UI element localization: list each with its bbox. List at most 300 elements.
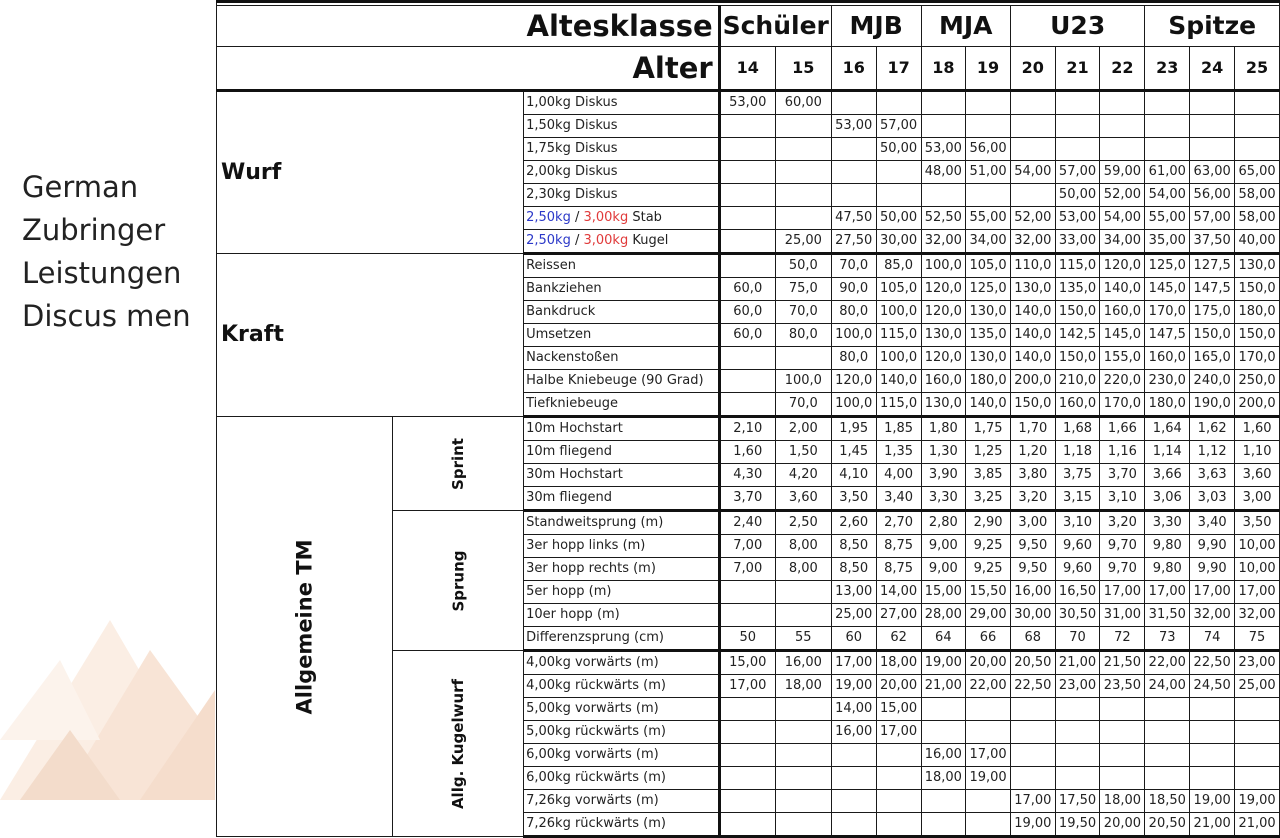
value-cell: 2,60 [831,511,876,535]
value-cell [1235,767,1280,790]
value-cell: 9,50 [1011,535,1056,558]
value-cell: 15,00 [876,698,921,721]
value-cell: 3,60 [775,487,831,511]
value-cell: 2,50 [775,511,831,535]
subgroup-label [392,417,523,511]
value-cell: 2,00 [775,417,831,441]
value-cell [1145,115,1190,138]
value-cell: 3,06 [1145,487,1190,511]
value-cell [775,581,831,604]
class-header-0: Schüler [719,6,831,47]
value-cell [1145,138,1190,161]
value-cell [876,91,921,115]
value-cell [1055,721,1100,744]
value-cell: 3,50 [1235,511,1280,535]
value-cell [1145,744,1190,767]
value-cell [719,790,775,813]
value-cell: 125,0 [966,278,1011,301]
value-cell: 170,0 [1235,347,1280,370]
value-cell: 59,00 [1100,161,1145,184]
value-cell: 1,12 [1190,441,1235,464]
value-cell: 33,00 [1055,230,1100,254]
value-cell: 16,00 [831,721,876,744]
value-cell [831,790,876,813]
value-cell: 21,00 [1190,813,1235,837]
weight-adult: 3,00kg [583,233,629,248]
value-cell [1190,721,1235,744]
value-cell [1190,91,1235,115]
value-cell [831,91,876,115]
value-cell: 3,63 [1190,464,1235,487]
value-cell: 3,20 [1011,487,1056,511]
value-cell: 165,0 [1190,347,1235,370]
value-cell: 35,00 [1145,230,1190,254]
value-cell: 20,50 [1011,651,1056,675]
value-cell: 17,00 [1100,581,1145,604]
value-cell: 3,70 [1100,464,1145,487]
value-cell: 48,00 [921,161,966,184]
value-cell [921,184,966,207]
value-cell: 30,00 [876,230,921,254]
value-cell: 3,66 [1145,464,1190,487]
value-cell: 18,00 [921,767,966,790]
value-cell [1190,698,1235,721]
discipline-label [524,230,720,254]
value-cell: 60 [831,627,876,651]
value-cell: 10,00 [1235,535,1280,558]
value-cell: 120,0 [1100,254,1145,278]
value-cell [775,813,831,837]
value-cell: 19,00 [1190,790,1235,813]
value-cell: 21,50 [1100,651,1145,675]
value-cell: 210,0 [1055,370,1100,393]
value-cell: 28,00 [921,604,966,627]
value-cell: 3,30 [921,487,966,511]
value-cell: 145,0 [1100,324,1145,347]
value-cell [719,767,775,790]
discipline-label: 7,26kg rückwärts (m) [524,813,720,837]
value-cell: 53,00 [831,115,876,138]
value-cell: 17,00 [719,675,775,698]
age-cell: 25 [1235,47,1280,91]
value-cell: 53,00 [921,138,966,161]
value-cell [876,744,921,767]
value-cell: 2,10 [719,417,775,441]
value-cell: 3,30 [1145,511,1190,535]
value-cell [1011,721,1056,744]
value-cell: 110,0 [1011,254,1056,278]
value-cell [1190,767,1235,790]
value-cell: 3,75 [1055,464,1100,487]
value-cell: 160,0 [1145,347,1190,370]
value-cell [1055,698,1100,721]
caption-line-3: Leistungen [22,256,182,290]
value-cell [1100,115,1145,138]
value-cell [775,184,831,207]
age-cell: 24 [1190,47,1235,91]
value-cell: 19,00 [921,651,966,675]
value-cell: 3,10 [1100,487,1145,511]
value-cell [876,813,921,837]
value-cell: 1,25 [966,441,1011,464]
value-cell [719,698,775,721]
value-cell: 180,0 [1145,393,1190,417]
value-cell: 175,0 [1190,301,1235,324]
age-cell: 23 [1145,47,1190,91]
value-cell: 147,5 [1145,324,1190,347]
value-cell: 135,0 [1055,278,1100,301]
value-cell [966,91,1011,115]
weight-youth: 2,50kg [526,233,571,248]
value-cell: 25,00 [831,604,876,627]
value-cell: 53,00 [1055,207,1100,230]
value-cell: 120,0 [831,370,876,393]
value-cell: 29,00 [966,604,1011,627]
value-cell: 3,60 [1235,464,1280,487]
value-cell [1190,138,1235,161]
value-cell: 20,50 [1145,813,1190,837]
value-cell: 3,70 [719,487,775,511]
value-cell: 1,30 [921,441,966,464]
value-cell: 73 [1145,627,1190,651]
value-cell: 130,0 [1011,278,1056,301]
value-cell: 15,00 [719,651,775,675]
value-cell: 160,0 [921,370,966,393]
value-cell: 180,0 [1235,301,1280,324]
value-cell: 160,0 [1055,393,1100,417]
value-cell [966,184,1011,207]
value-cell: 1,85 [876,417,921,441]
value-cell: 9,90 [1190,535,1235,558]
age-cell: 15 [775,47,831,91]
value-cell: 9,80 [1145,558,1190,581]
discipline-label: Umsetzen [524,324,720,347]
value-cell: 14,00 [876,581,921,604]
value-cell [719,393,775,417]
discipline-label: Tiefkniebeuge [524,393,720,417]
value-cell [719,721,775,744]
subgroup-label [392,651,523,837]
value-cell: 80,0 [831,301,876,324]
value-cell [775,698,831,721]
value-cell [1011,698,1056,721]
value-cell: 7,00 [719,558,775,581]
value-cell: 8,50 [831,535,876,558]
value-cell [719,581,775,604]
value-cell: 50,00 [876,207,921,230]
value-cell: 1,60 [1235,417,1280,441]
value-cell: 3,15 [1055,487,1100,511]
caption-line-2: Zubringer [22,213,166,247]
value-cell: 47,50 [831,207,876,230]
value-cell: 32,00 [1190,604,1235,627]
value-cell [1145,698,1190,721]
discipline-label: 3er hopp rechts (m) [524,558,720,581]
caption-line-1: German [22,170,139,204]
value-cell: 1,35 [876,441,921,464]
value-cell [775,790,831,813]
value-cell [719,370,775,393]
weight-separator: / [570,210,584,225]
value-cell: 100,0 [831,393,876,417]
value-cell [1055,767,1100,790]
value-cell [831,767,876,790]
value-cell: 66 [966,627,1011,651]
value-cell: 24,00 [1145,675,1190,698]
value-cell [775,207,831,230]
value-cell: 74 [1190,627,1235,651]
value-cell [921,790,966,813]
value-cell: 17,00 [1145,581,1190,604]
value-cell: 60,00 [775,91,831,115]
slide-caption [22,166,212,338]
value-cell: 1,70 [1011,417,1056,441]
value-cell: 70,0 [831,254,876,278]
class-header-4: Spitze [1145,6,1280,47]
value-cell [1055,115,1100,138]
value-cell [1011,91,1056,115]
value-cell: 100,0 [831,324,876,347]
value-cell: 20,00 [966,651,1011,675]
value-cell: 55,00 [1145,207,1190,230]
value-cell: 18,00 [775,675,831,698]
value-cell: 9,80 [1145,535,1190,558]
value-cell: 60,0 [719,324,775,347]
value-cell: 30,50 [1055,604,1100,627]
value-cell: 18,00 [1100,790,1145,813]
value-cell: 60,0 [719,278,775,301]
value-cell [775,604,831,627]
value-cell: 17,00 [1235,581,1280,604]
value-cell: 7,00 [719,535,775,558]
value-cell [1190,744,1235,767]
performance-table [216,0,1280,838]
value-cell: 1,50 [775,441,831,464]
value-cell: 190,0 [1190,393,1235,417]
value-cell: 18,50 [1145,790,1190,813]
discipline-label: 10m Hochstart [524,417,720,441]
value-cell: 22,50 [1011,675,1056,698]
class-header-1: MJB [831,6,921,47]
value-cell: 54,00 [1145,184,1190,207]
value-cell: 22,50 [1190,651,1235,675]
value-cell: 170,0 [1145,301,1190,324]
value-cell: 3,20 [1100,511,1145,535]
value-cell: 1,14 [1145,441,1190,464]
weight-youth: 2,50kg [526,210,571,225]
value-cell: 57,00 [1055,161,1100,184]
value-cell [966,790,1011,813]
value-cell: 130,0 [921,393,966,417]
discipline-label: Standweitsprung (m) [524,511,720,535]
value-cell [1011,184,1056,207]
value-cell: 3,50 [831,487,876,511]
value-cell: 17,50 [1055,790,1100,813]
value-cell: 9,90 [1190,558,1235,581]
discipline-label: 1,00kg Diskus [524,91,720,115]
value-cell [719,138,775,161]
discipline-label: Bankdruck [524,301,720,324]
value-cell: 23,00 [1235,651,1280,675]
value-cell: 4,30 [719,464,775,487]
value-cell: 19,00 [966,767,1011,790]
value-cell: 53,00 [719,91,775,115]
value-cell: 34,00 [966,230,1011,254]
value-cell [775,721,831,744]
value-cell: 85,0 [876,254,921,278]
value-cell [775,161,831,184]
value-cell [775,744,831,767]
value-cell: 170,0 [1100,393,1145,417]
value-cell [876,161,921,184]
value-cell: 2,70 [876,511,921,535]
value-cell: 115,0 [1055,254,1100,278]
value-cell: 3,80 [1011,464,1056,487]
value-cell [1235,138,1280,161]
value-cell: 130,0 [966,347,1011,370]
value-cell: 75,0 [775,278,831,301]
value-cell: 90,0 [831,278,876,301]
discipline-label: Differenzsprung (cm) [524,627,720,651]
value-cell [1100,721,1145,744]
value-cell: 21,00 [921,675,966,698]
discipline-label: Nackenstoßen [524,347,720,370]
value-cell: 140,0 [1011,347,1056,370]
value-cell [1235,721,1280,744]
value-cell: 70 [1055,627,1100,651]
class-header-3: U23 [1011,6,1145,47]
value-cell: 63,00 [1190,161,1235,184]
value-cell [1055,744,1100,767]
value-cell: 23,50 [1100,675,1145,698]
value-cell: 52,00 [1100,184,1145,207]
value-cell: 3,10 [1055,511,1100,535]
value-cell: 125,0 [1145,254,1190,278]
age-cell: 16 [831,47,876,91]
class-header-2: MJA [921,6,1010,47]
value-cell [921,698,966,721]
value-cell [876,184,921,207]
discipline-label: 7,26kg vorwärts (m) [524,790,720,813]
value-cell: 200,0 [1235,393,1280,417]
value-cell: 17,00 [966,744,1011,767]
value-cell [775,138,831,161]
value-cell [775,347,831,370]
value-cell [719,813,775,837]
value-cell [1100,91,1145,115]
age-header: Alter [217,47,720,91]
value-cell: 75 [1235,627,1280,651]
value-cell: 2,40 [719,511,775,535]
value-cell: 50 [719,627,775,651]
value-cell: 9,00 [921,558,966,581]
value-cell [921,721,966,744]
group-label-allgemeine-tm [217,417,393,837]
discipline-label: 4,00kg vorwärts (m) [524,651,720,675]
value-cell: 120,0 [921,347,966,370]
value-cell: 140,0 [1100,278,1145,301]
value-cell: 130,0 [1235,254,1280,278]
value-cell: 3,40 [876,487,921,511]
value-cell [719,115,775,138]
discipline-label: 2,00kg Diskus [524,161,720,184]
value-cell: 9,00 [921,535,966,558]
value-cell: 100,0 [876,301,921,324]
value-cell: 1,75 [966,417,1011,441]
value-cell [719,207,775,230]
value-cell: 57,00 [1190,207,1235,230]
value-cell: 1,45 [831,441,876,464]
value-cell: 1,95 [831,417,876,441]
value-cell [966,698,1011,721]
value-cell: 180,0 [966,370,1011,393]
value-cell: 1,66 [1100,417,1145,441]
value-cell: 56,00 [1190,184,1235,207]
value-cell: 135,0 [966,324,1011,347]
value-cell: 19,50 [1055,813,1100,837]
value-cell [966,813,1011,837]
value-cell: 140,0 [966,393,1011,417]
value-cell: 105,0 [966,254,1011,278]
value-cell: 55 [775,627,831,651]
value-cell: 52,00 [1011,207,1056,230]
value-cell: 150,0 [1055,347,1100,370]
table-row [217,254,1280,278]
value-cell: 1,18 [1055,441,1100,464]
value-cell: 230,0 [1145,370,1190,393]
value-cell [1100,138,1145,161]
value-cell: 150,0 [1011,393,1056,417]
discipline-label: 10m fliegend [524,441,720,464]
discipline-label: Bankziehen [524,278,720,301]
discipline-label: 5,00kg rückwärts (m) [524,721,720,744]
value-cell: 120,0 [921,278,966,301]
discipline-label: 5,00kg vorwärts (m) [524,698,720,721]
value-cell [719,347,775,370]
value-cell: 150,0 [1055,301,1100,324]
value-cell: 32,00 [1235,604,1280,627]
value-cell: 142,5 [1055,324,1100,347]
value-cell [876,767,921,790]
value-cell: 21,00 [1235,813,1280,837]
value-cell: 150,0 [1235,278,1280,301]
value-cell: 115,0 [876,324,921,347]
value-cell [1235,744,1280,767]
value-cell: 56,00 [966,138,1011,161]
value-cell: 130,0 [966,301,1011,324]
value-cell: 1,20 [1011,441,1056,464]
value-cell: 55,00 [966,207,1011,230]
discipline-label: 4,00kg rückwärts (m) [524,675,720,698]
value-cell [719,184,775,207]
discipline-label [524,207,720,230]
value-cell: 1,16 [1100,441,1145,464]
value-cell [1011,115,1056,138]
discipline-label: 30m Hochstart [524,464,720,487]
value-cell: 3,25 [966,487,1011,511]
age-cell: 19 [966,47,1011,91]
value-cell: 160,0 [1100,301,1145,324]
value-cell: 64 [921,627,966,651]
value-cell: 50,0 [775,254,831,278]
implement-name: Stab [628,210,662,225]
discipline-label: 10er hopp (m) [524,604,720,627]
weight-adult: 3,00kg [583,210,629,225]
value-cell: 30,00 [1011,604,1056,627]
value-cell: 15,50 [966,581,1011,604]
table-row [217,417,1280,441]
value-cell: 60,0 [719,301,775,324]
